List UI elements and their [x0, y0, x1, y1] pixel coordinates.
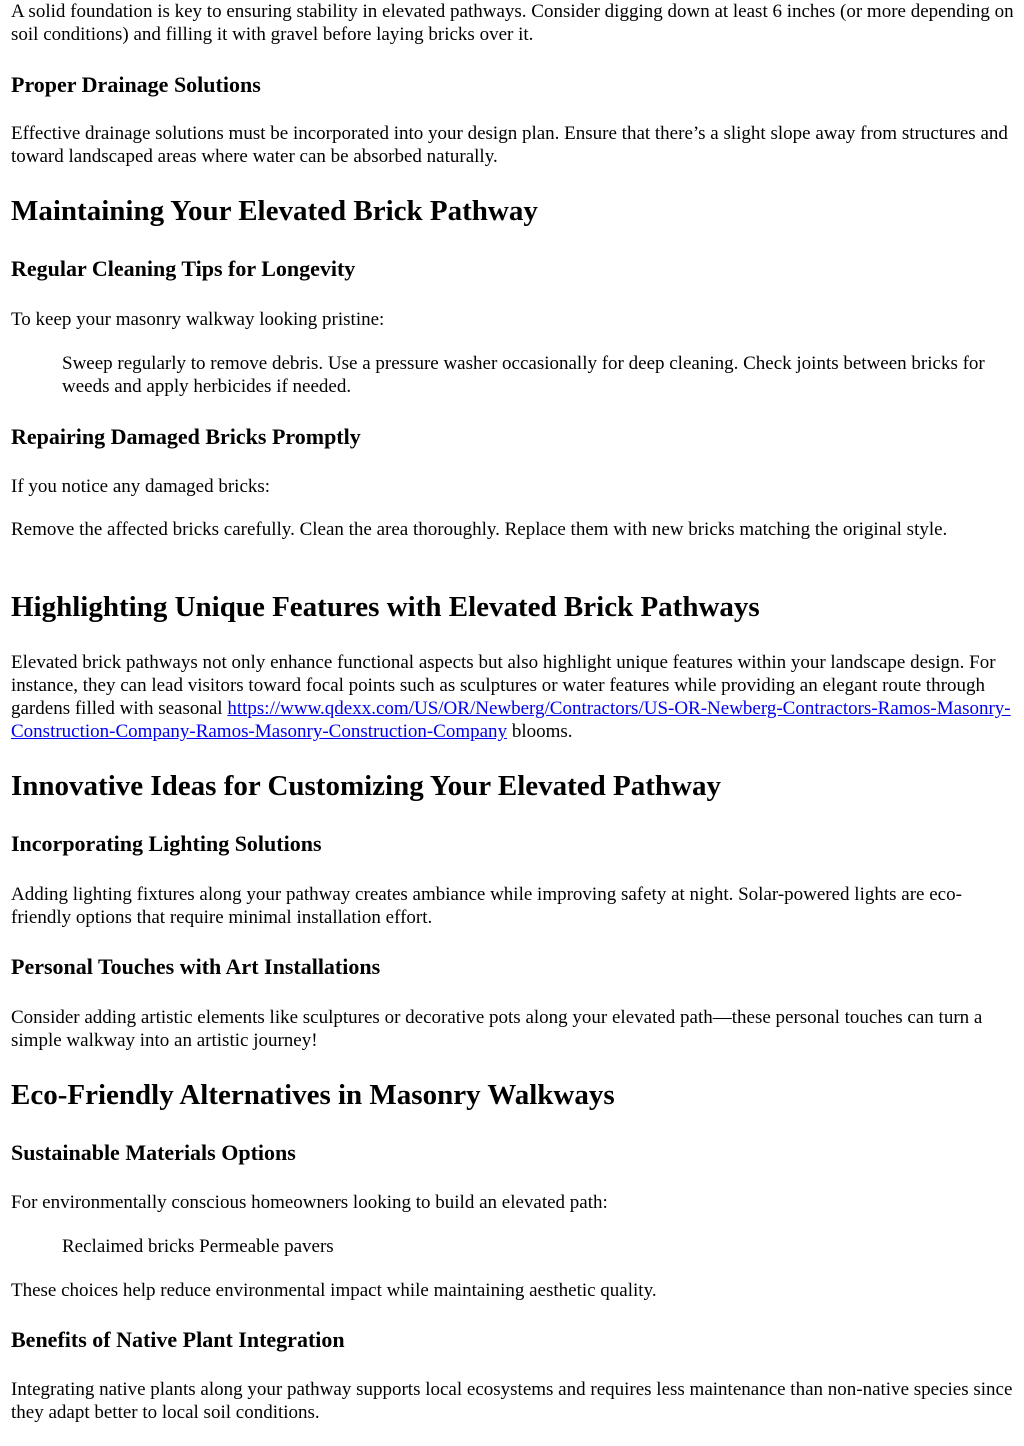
paragraph-notice-damaged: If you notice any damaged bricks: [11, 476, 271, 497]
paragraph-native-plants: Integrating native plants along your pathway supports local ecosystems and requires less maintenance than non-native species since they adapt better to local soil conditions. [11, 1379, 1013, 1423]
heading-eco-friendly: Eco-Friendly Alternatives in Masonry Walkways [11, 1079, 615, 1111]
heading-regular-cleaning: Regular Cleaning Tips for Longevity [11, 256, 356, 281]
heading-unique-features: Highlighting Unique Features with Elevated Brick Pathways [11, 591, 760, 623]
paragraph-unique-text-before: Elevated brick pathways not only enhance functional aspects but also highlight unique features within your landscape design. For instance, they can lead visitors toward focal points such as sculptures or water features while providing an elegant route through gardens filled with seasonal [11, 652, 996, 719]
list-item-reclaimed: Reclaimed bricks Permeable pavers [62, 1236, 334, 1257]
paragraph-art: Consider adding artistic elements like sculptures or decorative pots along your elevated path—these personal touches can turn a simple walkway into an artistic journey! [11, 1007, 983, 1051]
paragraph-keep-pristine: To keep your masonry walkway looking pristine: [11, 309, 385, 330]
list-item-sweep: Sweep regularly to remove debris. Use a pressure washer occasionally for deep cleaning. Check joints between bricks for weeds and apply herbicides if needed. [62, 353, 985, 397]
heading-maintaining-pathway: Maintaining Your Elevated Brick Pathway [11, 195, 538, 227]
paragraph-environmentally-conscious: For environmentally conscious homeowners looking to build an elevated path: [11, 1192, 608, 1213]
heading-proper-drainage: Proper Drainage Solutions [11, 72, 261, 97]
paragraph-choices: These choices help reduce environmental impact while maintaining aesthetic quality. [11, 1280, 657, 1301]
heading-lighting-solutions: Incorporating Lighting Solutions [11, 831, 322, 856]
heading-native-plants: Benefits of Native Plant Integration [11, 1327, 345, 1352]
heading-repairing-bricks: Repairing Damaged Bricks Promptly [11, 424, 361, 449]
heading-innovative-ideas: Innovative Ideas for Customizing Your Elevated Pathway [11, 770, 721, 802]
heading-sustainable-materials: Sustainable Materials Options [11, 1140, 296, 1165]
qdexx-contractor-link[interactable]: https://www.qdexx.com/US/OR/Newberg/Contractors/US-OR-Newberg-Contractors-Ramos-Masonry-Construction-Company-Ramos-Masonry-Construction-Company [11, 698, 1011, 742]
paragraph-remove-bricks: Remove the affected bricks carefully. Clean the area thoroughly. Replace them with new bricks matching the original style. [11, 519, 948, 540]
paragraph-unique-text-after: blooms. [507, 721, 573, 742]
paragraph-unique-features [11, 651, 1017, 743]
paragraph-drainage: Effective drainage solutions must be incorporated into your design plan. Ensure that there’s a slight slope away from structures and toward landscaped areas where water can be absorbed naturally. [11, 123, 1008, 167]
paragraph-foundation: A solid foundation is key to ensuring stability in elevated pathways. Consider digging down at least 6 inches (or more depending on soil conditions) and filling it with gravel before laying bricks over it. [11, 1, 1014, 45]
paragraph-lighting: Adding lighting fixtures along your pathway creates ambiance while improving safety at night. Solar-powered lights are eco-friendly options that require minimal installation effort. [11, 884, 962, 928]
heading-art-installations: Personal Touches with Art Installations [11, 954, 381, 979]
